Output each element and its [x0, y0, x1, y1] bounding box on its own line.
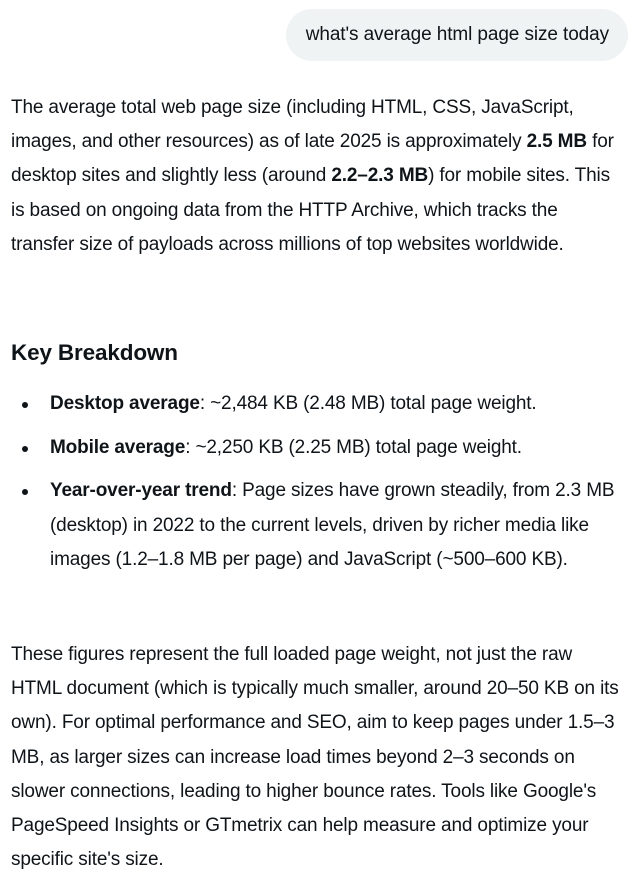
list-item-label: Mobile average: [50, 436, 186, 458]
user-message-row: [286, 9, 628, 61]
intro-paragraph: [11, 91, 623, 262]
breakdown-list: [11, 387, 623, 587]
list-item-text: : ~2,250 KB (2.25 MB) total page weight.: [185, 436, 522, 458]
list-item-yoy-trend: [50, 474, 623, 577]
closing-paragraph: These figures represent the full loaded page weight, not just the raw HTML document (which is typically much smaller, around 20–50 KB on its own). For optimal performance and SEO, aim to keep pages under 1.5–3 MB, as larger sizes can increase load times beyond 2–3 seconds on slower connections, leading to higher bounce rates. Tools like Google's PageSpeed Insights or GTmetrix can help measure and optimize your specific site's size.: [11, 644, 619, 871]
intro-bold-mobile-size: 2.2–2.3 MB: [331, 165, 429, 187]
user-message-bubble: [286, 9, 628, 61]
user-message-text: what's average html page size today: [305, 24, 609, 45]
list-item-label: Desktop average: [50, 393, 200, 414]
list-item-desktop-average: [50, 387, 623, 421]
list-item-text: : Page sizes have grown steadily, from 2.3 MB (desktop) in 2022 to the current levels, driven by richer media like images (1.2–1.8 MB per page) and JavaScript (~500–600 KB).: [50, 480, 615, 570]
section-heading: Key Breakdown: [11, 340, 178, 365]
bullet-icon: [22, 489, 28, 495]
intro-bold-desktop-size: 2.5 MB: [526, 131, 587, 153]
intro-text-3: ) for mobile sites. This is based on ongoing data from the HTTP Archive, which tracks the transfer size of payloads across millions of top websites worldwide.: [11, 165, 610, 255]
intro-text-2: for desktop sites and slightly less (around: [11, 131, 614, 187]
bullet-icon: [22, 402, 28, 408]
intro-text-1: The average total web page size (including HTML, CSS, JavaScript, images, and other resources) as of late 2025 is approximately: [11, 97, 574, 153]
list-item-mobile-average: [50, 431, 623, 465]
list-item-text: : ~2,484 KB (2.48 MB) total page weight.: [199, 393, 537, 414]
bullet-icon: [22, 446, 28, 452]
list-item-label: Year-over-year trend: [50, 480, 232, 502]
